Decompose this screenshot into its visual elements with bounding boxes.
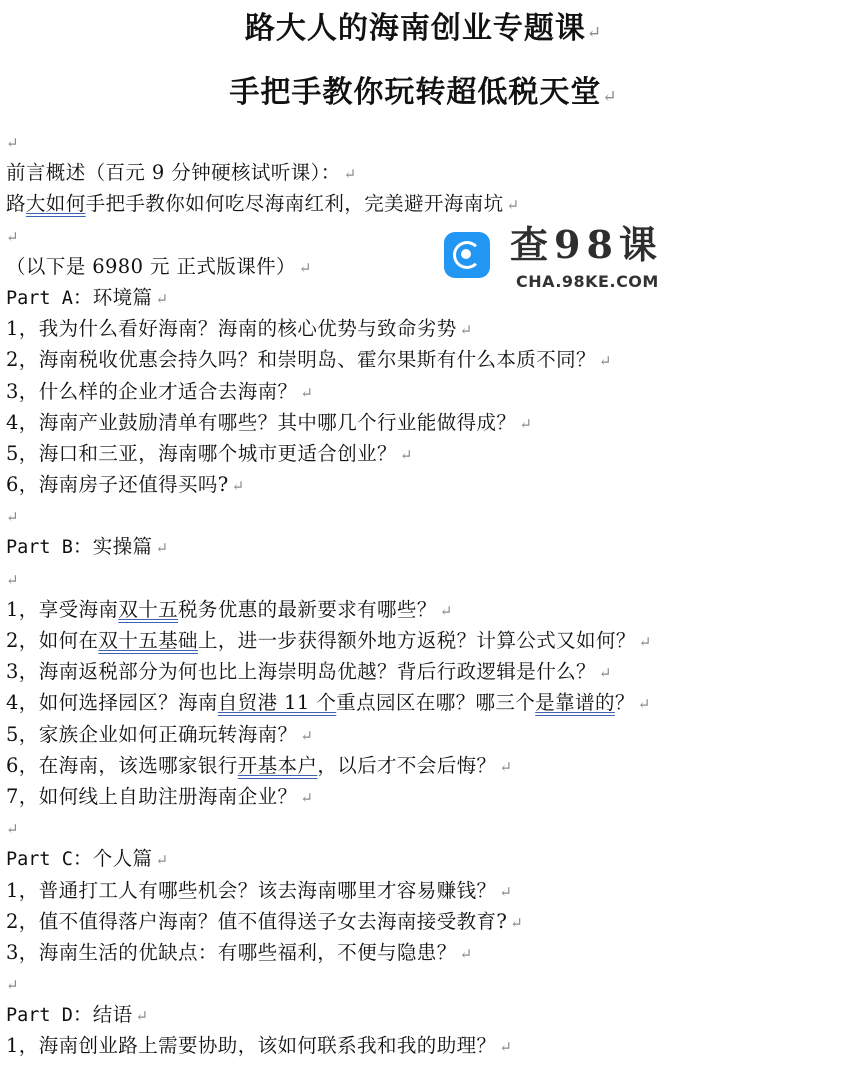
list-item <box>6 906 847 937</box>
part-heading <box>6 843 847 874</box>
paragraph-mark-icon: ↵ <box>6 508 19 527</box>
list-item-text: 3，什么样的企业才适合去海南？ <box>6 379 298 403</box>
list-item <box>6 750 847 781</box>
part-heading <box>6 282 847 313</box>
list-item-text: 1，我为什么看好海南？海南的核心优势与致命劣势 <box>6 317 457 341</box>
list-item-text: 6，在海南，该选哪家银行开基本户，以后才不会后悔？ <box>6 753 497 777</box>
paragraph-mark-icon: ↵ <box>155 539 169 558</box>
paragraph-mark-icon: ↵ <box>6 227 19 246</box>
list-item-text: 7，如何线上自助注册海南企业？ <box>6 784 298 808</box>
part-heading-text: Part A：环境篇 <box>6 285 153 309</box>
paid-note-text: （以下是 6980 元 正式版课件） <box>6 254 296 278</box>
paragraph-mark-icon: ↵ <box>343 165 357 184</box>
paragraph-mark-icon: ↵ <box>6 134 19 152</box>
paragraph-mark-icon: ↵ <box>499 757 513 776</box>
intro-text <box>6 188 847 219</box>
paragraph-mark-icon: ↵ <box>459 944 473 963</box>
paragraph-mark-icon: ↵ <box>135 1007 149 1026</box>
paragraph-mark-icon: ↵ <box>6 976 19 995</box>
document-body <box>6 126 847 1062</box>
paragraph-mark-icon: ↵ <box>298 258 312 277</box>
paragraph-mark-icon: ↵ <box>506 196 520 215</box>
paragraph-mark-icon: ↵ <box>598 664 612 683</box>
document-subtitle: 手把手教你玩转超低税天堂↵ <box>229 75 618 110</box>
blank-line <box>6 500 847 531</box>
list-item <box>6 625 847 656</box>
paragraph-mark-icon: ↵ <box>519 414 533 433</box>
paragraph-mark-icon: ↵ <box>6 570 19 589</box>
list-item <box>6 937 847 968</box>
list-item-text: 4，如何选择园区？海南自贸港 11 个重点园区在哪？哪三个是靠谱的？ <box>6 691 635 715</box>
list-item <box>6 687 847 718</box>
blank-line <box>6 968 847 999</box>
list-item <box>6 1030 847 1061</box>
watermark-brand: 查98课 <box>510 222 663 267</box>
list-item <box>6 719 847 750</box>
paragraph-mark-icon: ↵ <box>399 445 413 464</box>
part-heading-text: Part B：实操篇 <box>6 535 153 559</box>
list-item <box>6 469 847 500</box>
paragraph-mark-icon: ↵ <box>459 321 473 340</box>
part-heading-text: Part C：个人篇 <box>6 847 153 871</box>
paragraph-mark-icon: ↵ <box>155 851 169 870</box>
list-item <box>6 407 847 438</box>
intro-label <box>6 157 847 188</box>
list-item-text: 2，如何在双十五基础上，进一步获得额外地方返税？计算公式又如何？ <box>6 629 636 652</box>
list-item <box>6 313 847 344</box>
paragraph-mark-icon: ↵ <box>300 788 314 807</box>
paragraph-mark-icon: ↵ <box>598 352 612 371</box>
list-item <box>6 875 847 906</box>
list-item <box>6 656 847 687</box>
part-heading <box>6 531 847 562</box>
paragraph-mark-icon: ↵ <box>602 87 618 107</box>
list-item-text: 4，海南产业鼓励清单有哪些？其中哪几个行业能做得成？ <box>6 410 517 434</box>
blank-line <box>6 563 847 594</box>
part-heading <box>6 999 847 1030</box>
list-item-text: 1，海南创业路上需要协助，该如何联系我和我的助理？ <box>6 1034 497 1058</box>
paragraph-mark-icon: ↵ <box>638 633 652 651</box>
paragraph-mark-icon: ↵ <box>300 726 314 745</box>
paid-note <box>6 251 847 282</box>
list-item <box>6 344 847 375</box>
paragraph-mark-icon: ↵ <box>6 820 19 839</box>
intro-label-text: 前言概述（百元 9 分钟硬核试听课）： <box>6 161 341 185</box>
list-item-text: 3，海南生活的优缺点：有哪些福利，不便与隐患？ <box>6 940 457 964</box>
document-title: 路大人的海南创业专题课↵ <box>244 11 603 46</box>
list-item-text: 3，海南返税部分为何也比上海崇明岛优越？背后行政逻辑是什么？ <box>6 660 596 684</box>
blank-line <box>6 812 847 843</box>
list-item-text: 1，享受海南双十五税务优惠的最新要求有哪些？ <box>6 597 437 621</box>
paragraph-mark-icon: ↵ <box>439 601 453 620</box>
list-item <box>6 594 847 625</box>
paragraph-mark-icon: ↵ <box>499 1038 513 1057</box>
paragraph-mark-icon: ↵ <box>499 882 513 901</box>
paragraph-mark-icon: ↵ <box>510 913 524 932</box>
blank-line <box>6 126 847 157</box>
paragraph-mark-icon: ↵ <box>155 289 169 308</box>
list-item <box>6 438 847 469</box>
list-item <box>6 781 847 812</box>
intro-text-text: 路大如何手把手教你如何吃尽海南红利，完美避开海南坑 <box>6 192 504 216</box>
list-item-text: 2，值不值得落户海南？值不值得送子女去海南接受教育? <box>6 909 508 933</box>
list-item-text: 6，海南房子还值得买吗? <box>6 473 229 497</box>
list-item-text: 5，海口和三亚，海南哪个城市更适合创业？ <box>6 441 397 465</box>
part-heading-text: Part D：结语 <box>6 1003 133 1027</box>
list-item-text: 2，海南税收优惠会持久吗？和崇明岛、霍尔果斯有什么本质不同？ <box>6 348 596 372</box>
blank-line <box>6 220 847 251</box>
list-item <box>6 376 847 407</box>
paragraph-mark-icon: ↵ <box>637 695 651 714</box>
list-item-text: 1，普通打工人有哪些机会？该去海南哪里才容易赚钱？ <box>6 878 497 902</box>
paragraph-mark-icon: ↵ <box>300 383 314 402</box>
watermark-url: CHA.98KE.COM <box>516 272 659 291</box>
paragraph-mark-icon: ↵ <box>586 23 603 43</box>
paragraph-mark-icon: ↵ <box>231 477 245 496</box>
list-item-text: 5，家族企业如何正确玩转海南？ <box>6 722 298 746</box>
